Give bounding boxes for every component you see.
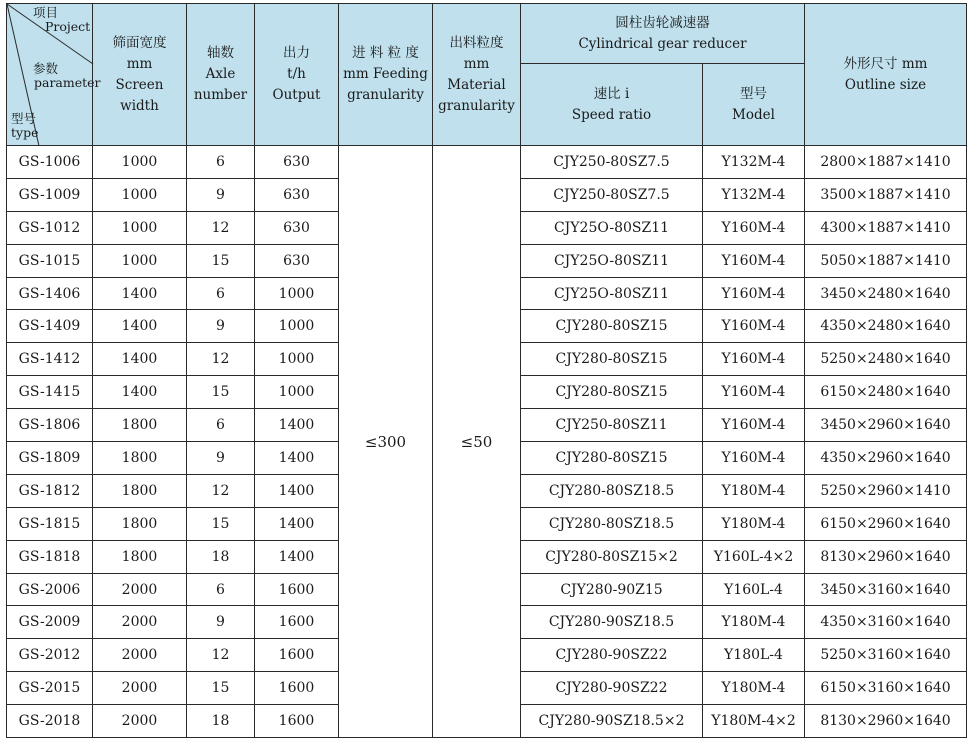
- speed-ratio-cell: CJY280-80SZ15: [521, 343, 703, 376]
- feeding-en1: mm Feeding: [343, 66, 428, 82]
- type-cell: GS-1812: [7, 474, 93, 507]
- output-cell: 1400: [255, 474, 339, 507]
- outline-size-cell: 5250×2480×1640: [805, 343, 967, 376]
- screen-width-cell: 1000: [93, 178, 187, 211]
- model-en: Model: [732, 106, 775, 123]
- model-header: [703, 64, 805, 146]
- model-cell: Y180M-4: [703, 507, 805, 540]
- model-cell: Y180L-4: [703, 639, 805, 672]
- type-cell: GS-1012: [7, 211, 93, 244]
- screen-width-cell: 2000: [93, 639, 187, 672]
- axle-cell: 15: [187, 507, 255, 540]
- axle-cell: 6: [187, 146, 255, 179]
- material-granularity-cell: ≤50: [433, 146, 521, 738]
- model-cell: Y160M-4: [703, 376, 805, 409]
- screen-width-cell: 1800: [93, 442, 187, 475]
- screen-width-cell: 2000: [93, 705, 187, 738]
- corner-param-en: parameter: [34, 75, 101, 90]
- outline-size-cell: 5250×2960×1410: [805, 474, 967, 507]
- outline-size-cell: 6150×3160×1640: [805, 672, 967, 705]
- reducer-cn: 圆柱齿轮减速器: [615, 14, 710, 31]
- output-cell: 1600: [255, 573, 339, 606]
- output-unit: t/h: [287, 66, 306, 82]
- output-cell: 630: [255, 244, 339, 277]
- material-cn: 出料粒度: [449, 34, 504, 51]
- screen-width-cell: 2000: [93, 672, 187, 705]
- output-cn: 出力: [283, 45, 310, 61]
- output-cell: 1600: [255, 672, 339, 705]
- type-cell: GS-1006: [7, 146, 93, 179]
- output-cell: 1400: [255, 442, 339, 475]
- axle-cell: 6: [187, 409, 255, 442]
- output-cell: 1600: [255, 705, 339, 738]
- model-cell: Y180M-4×2: [703, 705, 805, 738]
- model-cell: Y160L-4: [703, 573, 805, 606]
- axle-cell: 9: [187, 178, 255, 211]
- outline-size-cell: 2800×1887×1410: [805, 146, 967, 179]
- feeding-en2: granularity: [347, 87, 424, 103]
- outline-size-cell: 8130×2960×1640: [805, 705, 967, 738]
- output-en: Output: [272, 87, 321, 103]
- screen-width-cell: 1800: [93, 409, 187, 442]
- type-cell: GS-1409: [7, 310, 93, 343]
- screen-width-cell: 1000: [93, 244, 187, 277]
- outline-en: Outline size: [844, 76, 927, 93]
- corner-type-cn: 型号: [11, 111, 37, 126]
- outline-size-cell: 5250×3160×1640: [805, 639, 967, 672]
- speed-ratio-header: [521, 64, 703, 146]
- screen-width-cell: 1400: [93, 310, 187, 343]
- axle-cell: 12: [187, 343, 255, 376]
- output-cell: 1400: [255, 540, 339, 573]
- outline-size-cell: 3450×2480×1640: [805, 277, 967, 310]
- type-cell: GS-2006: [7, 573, 93, 606]
- corner-project-en: Project: [45, 19, 91, 34]
- type-cell: GS-1815: [7, 507, 93, 540]
- axle-cell: 15: [187, 244, 255, 277]
- screen-width-en1: Screen: [115, 76, 164, 93]
- speed-ratio-cell: CJY280-80SZ18.5: [521, 507, 703, 540]
- screen-width-cell: 1000: [93, 146, 187, 179]
- model-cell: Y160M-4: [703, 409, 805, 442]
- screen-width-cell: 1400: [93, 277, 187, 310]
- material-en1: Material: [447, 76, 506, 93]
- speed-ratio-en: Speed ratio: [571, 106, 652, 123]
- axle-cell: 6: [187, 277, 255, 310]
- screen-width-cell: 1000: [93, 211, 187, 244]
- axle-cell: 9: [187, 442, 255, 475]
- corner-type-en: type: [11, 125, 39, 140]
- axle-en2: number: [193, 87, 248, 103]
- type-cell: GS-1009: [7, 178, 93, 211]
- speed-ratio-cell: CJY280-90SZ18.5×2: [521, 705, 703, 738]
- axle-cell: 15: [187, 672, 255, 705]
- type-cell: GS-2018: [7, 705, 93, 738]
- speed-ratio-cell: CJY250-80SZ7.5: [521, 146, 703, 179]
- model-cell: Y180M-4: [703, 672, 805, 705]
- speed-ratio-cell: CJY25O-80SZ11: [521, 244, 703, 277]
- type-cell: GS-1806: [7, 409, 93, 442]
- screen-width-cn: 筛面宽度: [112, 34, 167, 51]
- output-cell: 1400: [255, 507, 339, 540]
- output-header: [255, 4, 339, 146]
- screen-width-cell: 2000: [93, 606, 187, 639]
- material-unit: mm: [463, 55, 490, 72]
- screen-width-cell: 1400: [93, 376, 187, 409]
- output-cell: 1000: [255, 277, 339, 310]
- screen-width-cell: 1800: [93, 540, 187, 573]
- axle-cell: 6: [187, 573, 255, 606]
- type-cell: GS-2012: [7, 639, 93, 672]
- reducer-en: Cylindrical gear reducer: [578, 35, 747, 52]
- model-cell: Y160M-4: [703, 244, 805, 277]
- axle-cell: 15: [187, 376, 255, 409]
- axle-cell: 12: [187, 211, 255, 244]
- outline-size-cell: 3450×2960×1640: [805, 409, 967, 442]
- outline-size-cell: 3500×1887×1410: [805, 178, 967, 211]
- model-cell: Y160L-4×2: [703, 540, 805, 573]
- type-cell: GS-1415: [7, 376, 93, 409]
- model-cell: Y160M-4: [703, 310, 805, 343]
- speed-ratio-cell: CJY280-80SZ15×2: [521, 540, 703, 573]
- outline-size-cell: 6150×2480×1640: [805, 376, 967, 409]
- corner-param-cn: 参数: [33, 61, 59, 76]
- model-cell: Y160M-4: [703, 442, 805, 475]
- model-cell: Y132M-4: [703, 146, 805, 179]
- speed-ratio-cell: CJY280-80SZ15: [521, 442, 703, 475]
- output-cell: 1000: [255, 343, 339, 376]
- speed-ratio-cell: CJY280-90SZ22: [521, 639, 703, 672]
- outline-size-cell: 4350×3160×1640: [805, 606, 967, 639]
- model-cell: Y180M-4: [703, 606, 805, 639]
- screen-width-cell: 2000: [93, 573, 187, 606]
- table-body: [7, 146, 967, 738]
- output-cell: 1400: [255, 409, 339, 442]
- type-cell: GS-1406: [7, 277, 93, 310]
- speed-ratio-cell: CJY280-80SZ18.5: [521, 474, 703, 507]
- outline-size-cell: 4350×2960×1640: [805, 442, 967, 475]
- screen-width-unit: mm: [126, 55, 153, 72]
- screen-width-cell: 1400: [93, 343, 187, 376]
- axle-en1: Axle: [205, 66, 236, 82]
- model-cell: Y160M-4: [703, 277, 805, 310]
- material-header: [433, 4, 521, 146]
- outline-size-cell: 8130×2960×1640: [805, 540, 967, 573]
- feeding-header: [339, 4, 433, 146]
- speed-ratio-cell: CJY280-90SZ18.5: [521, 606, 703, 639]
- model-cell: Y132M-4: [703, 178, 805, 211]
- outline-size-cell: 4300×1887×1410: [805, 211, 967, 244]
- material-en2: granularity: [438, 97, 515, 114]
- output-cell: 1600: [255, 639, 339, 672]
- speed-ratio-cell: CJY280-80SZ15: [521, 310, 703, 343]
- spec-table: [6, 3, 967, 738]
- axle-cell: 9: [187, 310, 255, 343]
- feeding-cn: 进 料 粒 度: [352, 45, 419, 61]
- output-cell: 1600: [255, 606, 339, 639]
- table-header: [7, 4, 967, 146]
- model-cell: Y160M-4: [703, 211, 805, 244]
- screen-width-cell: 1800: [93, 474, 187, 507]
- type-cell: GS-1818: [7, 540, 93, 573]
- output-cell: 1000: [255, 310, 339, 343]
- outline-size-cell: 4350×2480×1640: [805, 310, 967, 343]
- outline-cn: 外形尺寸 mm: [843, 55, 928, 72]
- reducer-header: [521, 4, 805, 64]
- output-cell: 630: [255, 211, 339, 244]
- speed-ratio-cell: CJY280-90Z15: [521, 573, 703, 606]
- speed-ratio-cell: CJY250-80SZ7.5: [521, 178, 703, 211]
- speed-ratio-cell: CJY280-80SZ15: [521, 376, 703, 409]
- type-cell: GS-1412: [7, 343, 93, 376]
- output-cell: 630: [255, 178, 339, 211]
- screen-width-header: [93, 4, 187, 146]
- output-cell: 630: [255, 146, 339, 179]
- type-cell: GS-1015: [7, 244, 93, 277]
- axle-cn: 轴数: [207, 45, 234, 61]
- corner-header-cell: [7, 4, 101, 146]
- outline-size-cell: 5050×1887×1410: [805, 244, 967, 277]
- outline-header: [805, 4, 967, 146]
- corner-project-cn: 项目: [33, 5, 59, 20]
- screen-width-en2: width: [120, 97, 159, 114]
- speed-ratio-cell: CJY250-80SZ11: [521, 409, 703, 442]
- axle-header: [187, 4, 255, 146]
- speed-ratio-cell: CJY280-90SZ22: [521, 672, 703, 705]
- axle-cell: 12: [187, 639, 255, 672]
- axle-cell: 9: [187, 606, 255, 639]
- axle-cell: 18: [187, 705, 255, 738]
- outline-size-cell: 3450×3160×1640: [805, 573, 967, 606]
- type-cell: GS-1809: [7, 442, 93, 475]
- axle-cell: 12: [187, 474, 255, 507]
- screen-width-cell: 1800: [93, 507, 187, 540]
- type-cell: GS-2009: [7, 606, 93, 639]
- axle-cell: 18: [187, 540, 255, 573]
- model-cell: Y160M-4: [703, 343, 805, 376]
- model-cell: Y180M-4: [703, 474, 805, 507]
- model-cn: 型号: [740, 85, 767, 102]
- output-cell: 1000: [255, 376, 339, 409]
- table-row: [7, 146, 967, 179]
- type-cell: GS-2015: [7, 672, 93, 705]
- outline-size-cell: 6150×2960×1640: [805, 507, 967, 540]
- speed-ratio-cn: 速比 i: [593, 85, 630, 102]
- speed-ratio-cell: CJY25O-80SZ11: [521, 211, 703, 244]
- speed-ratio-cell: CJY25O-80SZ11: [521, 277, 703, 310]
- feeding-granularity-cell: ≤300: [339, 146, 433, 738]
